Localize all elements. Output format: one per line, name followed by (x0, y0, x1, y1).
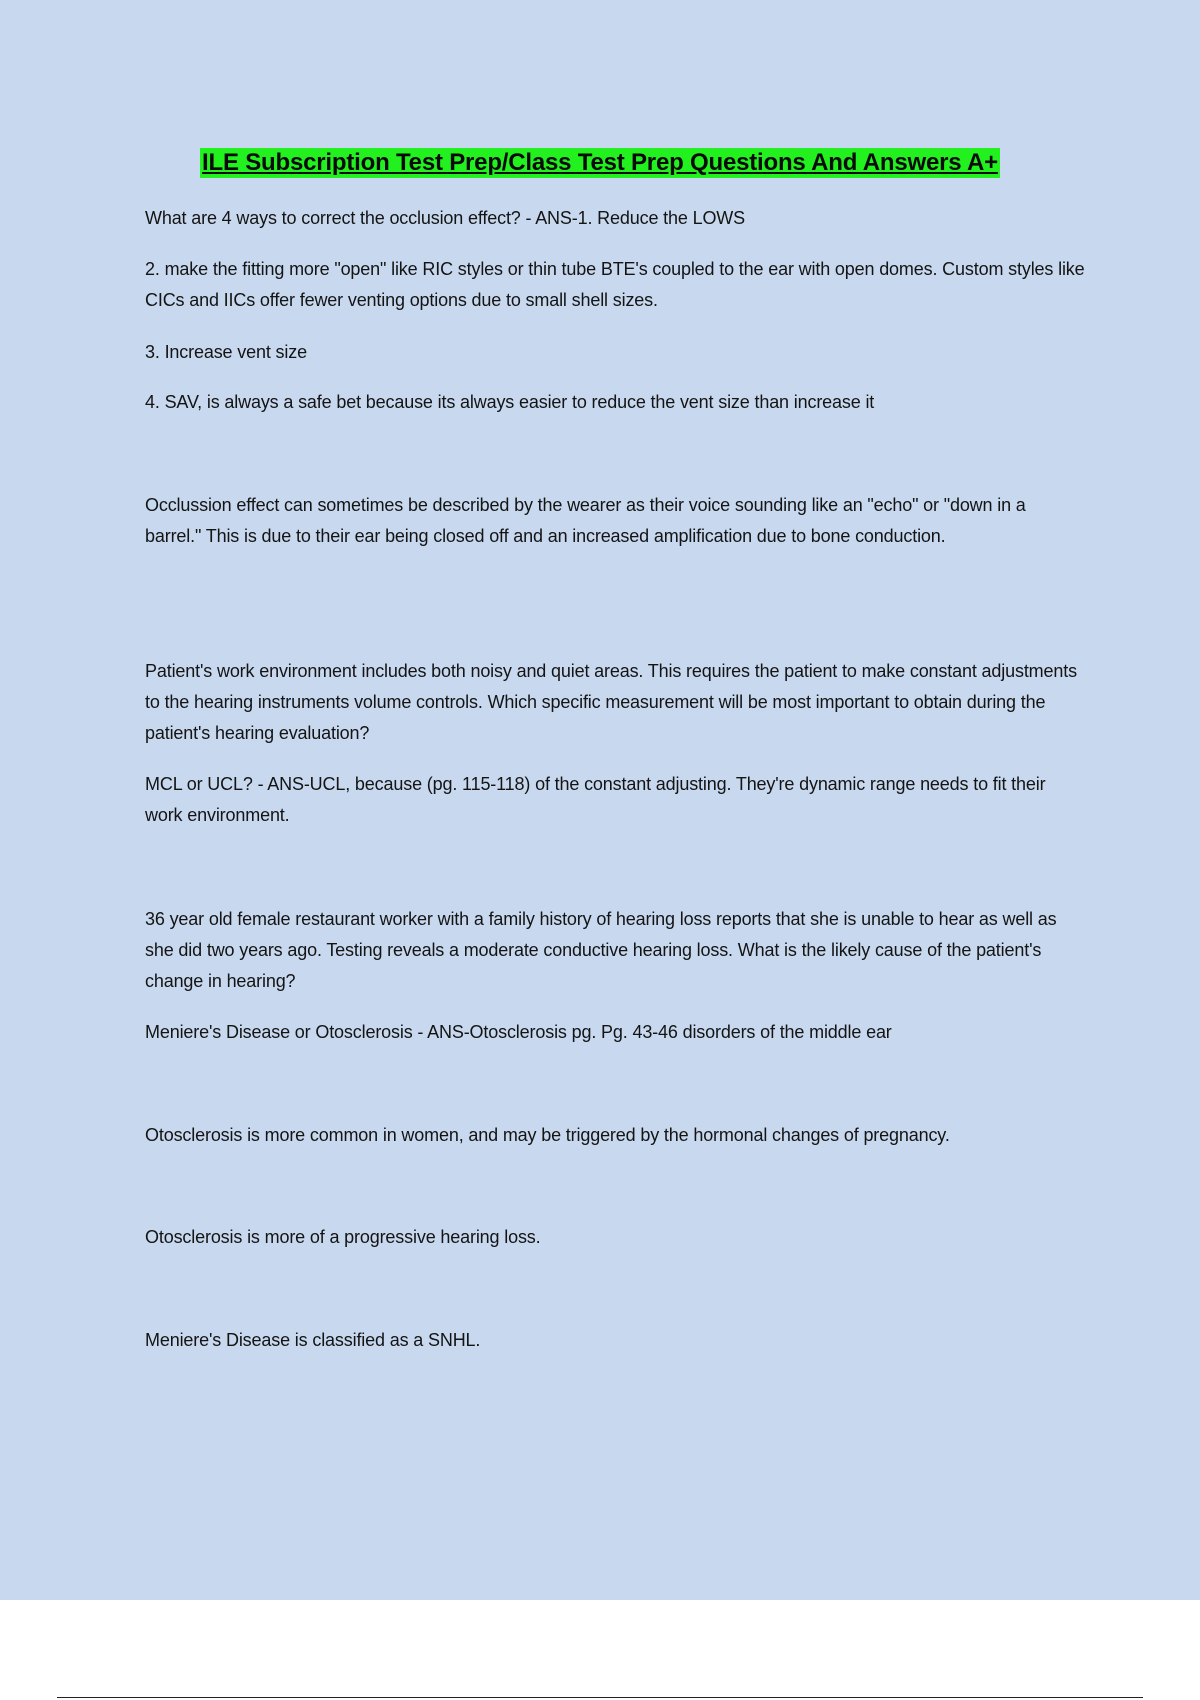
title-container (0, 148, 1200, 178)
paragraph-mcl-ucl-answer: MCL or UCL? - ANS-UCL, because (pg. 115-118) of the constant adjusting. They're dynamic range needs to fit their work environment. (145, 774, 1046, 825)
paragraph-occlusion-description: Occlussion effect can sometimes be described by the wearer as their voice sounding like an "echo" or "down in a barrel." This is due to their ear being closed off and an increased amplification due to bone conduction. (145, 495, 1026, 546)
paragraph-occlusion-question: What are 4 ways to correct the occlusion effect? - ANS-1. Reduce the LOWS (145, 208, 745, 228)
paragraph-meniere-snhl: Meniere's Disease is classified as a SNHL. (145, 1330, 481, 1350)
paragraph-restaurant-worker-question: 36 year old female restaurant worker with a family history of hearing loss reports that she is unable to hear as well as she did two years ago. Testing reveals a moderate conductive hearing loss. What is the likely cause of the patient's change in hearing? (145, 909, 1057, 991)
document-title: ILE Subscription Test Prep/Class Test Prep Questions And Answers A+ (202, 149, 998, 176)
paragraph-work-environment-question: Patient's work environment includes both noisy and quiet areas. This requires the patient to make constant adjustments to the hearing instruments volume controls. Which specific measurement will be most important to obtain during the patient's hearing evaluation? (145, 661, 1077, 743)
paragraph-open-fitting: 2. make the fitting more "open" like RIC styles or thin tube BTE's coupled to the ear with open domes. Custom styles like CICs and IICs offer fewer venting options due to small shell sizes. (145, 259, 1085, 310)
paragraph-vent-size: 3. Increase vent size (145, 342, 307, 362)
paragraph-otosclerosis-answer: Meniere's Disease or Otosclerosis - ANS-Otosclerosis pg. Pg. 43-46 disorders of the middle ear (145, 1022, 892, 1042)
paragraph-otosclerosis-women: Otosclerosis is more common in women, and may be triggered by the hormonal changes of pregnancy. (145, 1125, 950, 1145)
paragraph-sav: 4. SAV, is always a safe bet because its always easier to reduce the vent size than increase it (145, 392, 875, 412)
footer-divider (57, 1697, 1143, 1698)
paragraph-otosclerosis-progressive: Otosclerosis is more of a progressive hearing loss. (145, 1227, 541, 1247)
